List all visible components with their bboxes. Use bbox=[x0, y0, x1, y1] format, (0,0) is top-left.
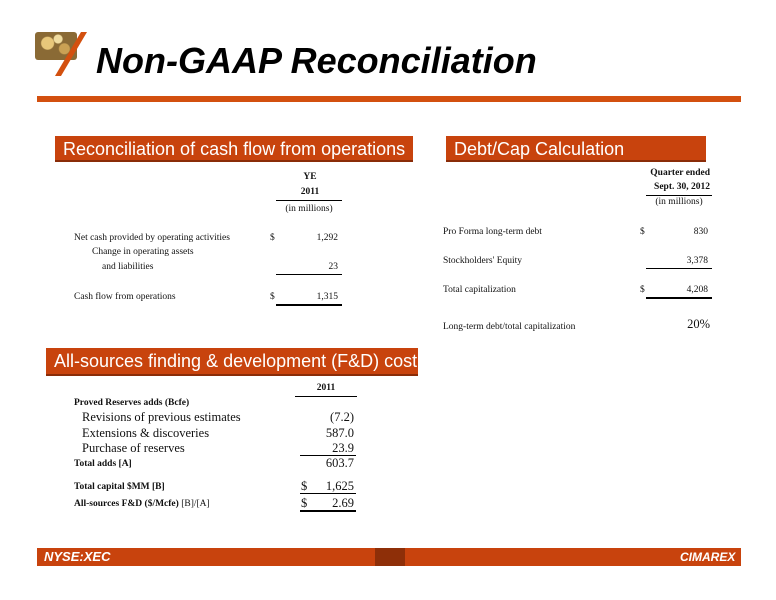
fd-cost-label-bold: All-sources F&D ($/Mcfe) bbox=[74, 499, 179, 509]
fd-total-capital-dollar: $ bbox=[301, 479, 308, 493]
cashflow-row-dollar: $ bbox=[270, 233, 275, 243]
debtcap-banner: Debt/Cap Calculation bbox=[446, 136, 706, 162]
debtcap-col-head-quarter: Quarter ended bbox=[650, 168, 710, 178]
cashflow-row-label: Cash flow from operations bbox=[74, 292, 176, 302]
fd-cost-value: 2.69 bbox=[332, 496, 354, 510]
fd-col-head: 2011 bbox=[316, 383, 336, 393]
debtcap-row-value: 4,208 bbox=[686, 285, 708, 295]
logo-slash-icon bbox=[55, 32, 87, 76]
fd-cost-formula: [B]/[A] bbox=[181, 499, 210, 509]
cashflow-header-rule bbox=[276, 200, 342, 201]
footer-ticker: NYSE:XEC bbox=[44, 549, 111, 564]
cashflow-total-rule bbox=[276, 304, 342, 306]
title-rule bbox=[37, 96, 741, 102]
fd-total-adds-label: Total adds [A] bbox=[74, 459, 132, 469]
debtcap-header-rule bbox=[646, 195, 712, 196]
debtcap-units: (in millions) bbox=[655, 197, 703, 207]
debtcap-row-label: Long-term debt/total capitalization bbox=[443, 322, 576, 332]
debtcap-ratio-value: 20% bbox=[687, 317, 710, 331]
fd-header-rule bbox=[295, 396, 357, 397]
debtcap-col-head-date: Sept. 30, 2012 bbox=[654, 182, 710, 192]
fd-total-adds-value: 603.7 bbox=[325, 456, 354, 470]
debtcap-row-dollar: $ bbox=[640, 227, 645, 237]
cashflow-row-dollar: $ bbox=[270, 292, 275, 302]
footer-brand: CIMAREX bbox=[680, 550, 736, 564]
page-title: Non-GAAP Reconciliation bbox=[96, 40, 537, 81]
fd-cost-dollar: $ bbox=[301, 496, 308, 510]
fd-total-capital-value: 1,625 bbox=[325, 479, 354, 493]
fd-banner: All-sources finding & development (F&D) cost bbox=[46, 348, 418, 376]
debtcap-row-label: Stockholders' Equity bbox=[443, 256, 523, 266]
debtcap-row-value: 830 bbox=[693, 227, 708, 237]
fd-cost-rule bbox=[300, 510, 356, 512]
fd-capital-rule bbox=[300, 493, 356, 494]
cashflow-units: (in millions) bbox=[285, 204, 333, 214]
cashflow-row-label: Change in operating assets bbox=[92, 247, 194, 257]
debtcap-row-value: 3,378 bbox=[686, 256, 708, 266]
fd-cost-label bbox=[74, 499, 210, 509]
cashflow-row-value: 1,292 bbox=[316, 233, 338, 243]
debtcap-row-dollar: $ bbox=[640, 285, 645, 295]
fd-total-capital-label: Total capital $MM [B] bbox=[74, 482, 165, 492]
fd-row-label: Purchase of reserves bbox=[82, 441, 185, 455]
fd-row-value: 23.9 bbox=[332, 441, 354, 455]
debtcap-subtotal-rule bbox=[646, 268, 712, 269]
cashflow-row-value: 23 bbox=[328, 262, 338, 272]
fd-row-label: Revisions of previous estimates bbox=[82, 410, 241, 424]
cashflow-col-head-ye: YE bbox=[303, 172, 317, 182]
cashflow-col-head-year: 2011 bbox=[300, 187, 320, 197]
cashflow-row-label: and liabilities bbox=[102, 262, 154, 272]
cashflow-row-label: Net cash provided by operating activities bbox=[74, 233, 230, 243]
footer-center-tab bbox=[375, 548, 405, 566]
debtcap-row-label: Total capitalization bbox=[443, 285, 516, 295]
debtcap-row-label: Pro Forma long-term debt bbox=[443, 227, 542, 237]
fd-row-value: (7.2) bbox=[330, 410, 354, 424]
fd-section-label: Proved Reserves adds (Bcfe) bbox=[74, 398, 190, 408]
debtcap-total-rule bbox=[646, 297, 712, 299]
cashflow-row-value: 1,315 bbox=[316, 292, 338, 302]
fd-row-label: Extensions & discoveries bbox=[82, 426, 210, 440]
cashflow-banner: Reconciliation of cash flow from operations bbox=[55, 136, 413, 162]
fd-row-value: 587.0 bbox=[325, 426, 354, 440]
cashflow-subtotal-rule bbox=[276, 274, 342, 275]
